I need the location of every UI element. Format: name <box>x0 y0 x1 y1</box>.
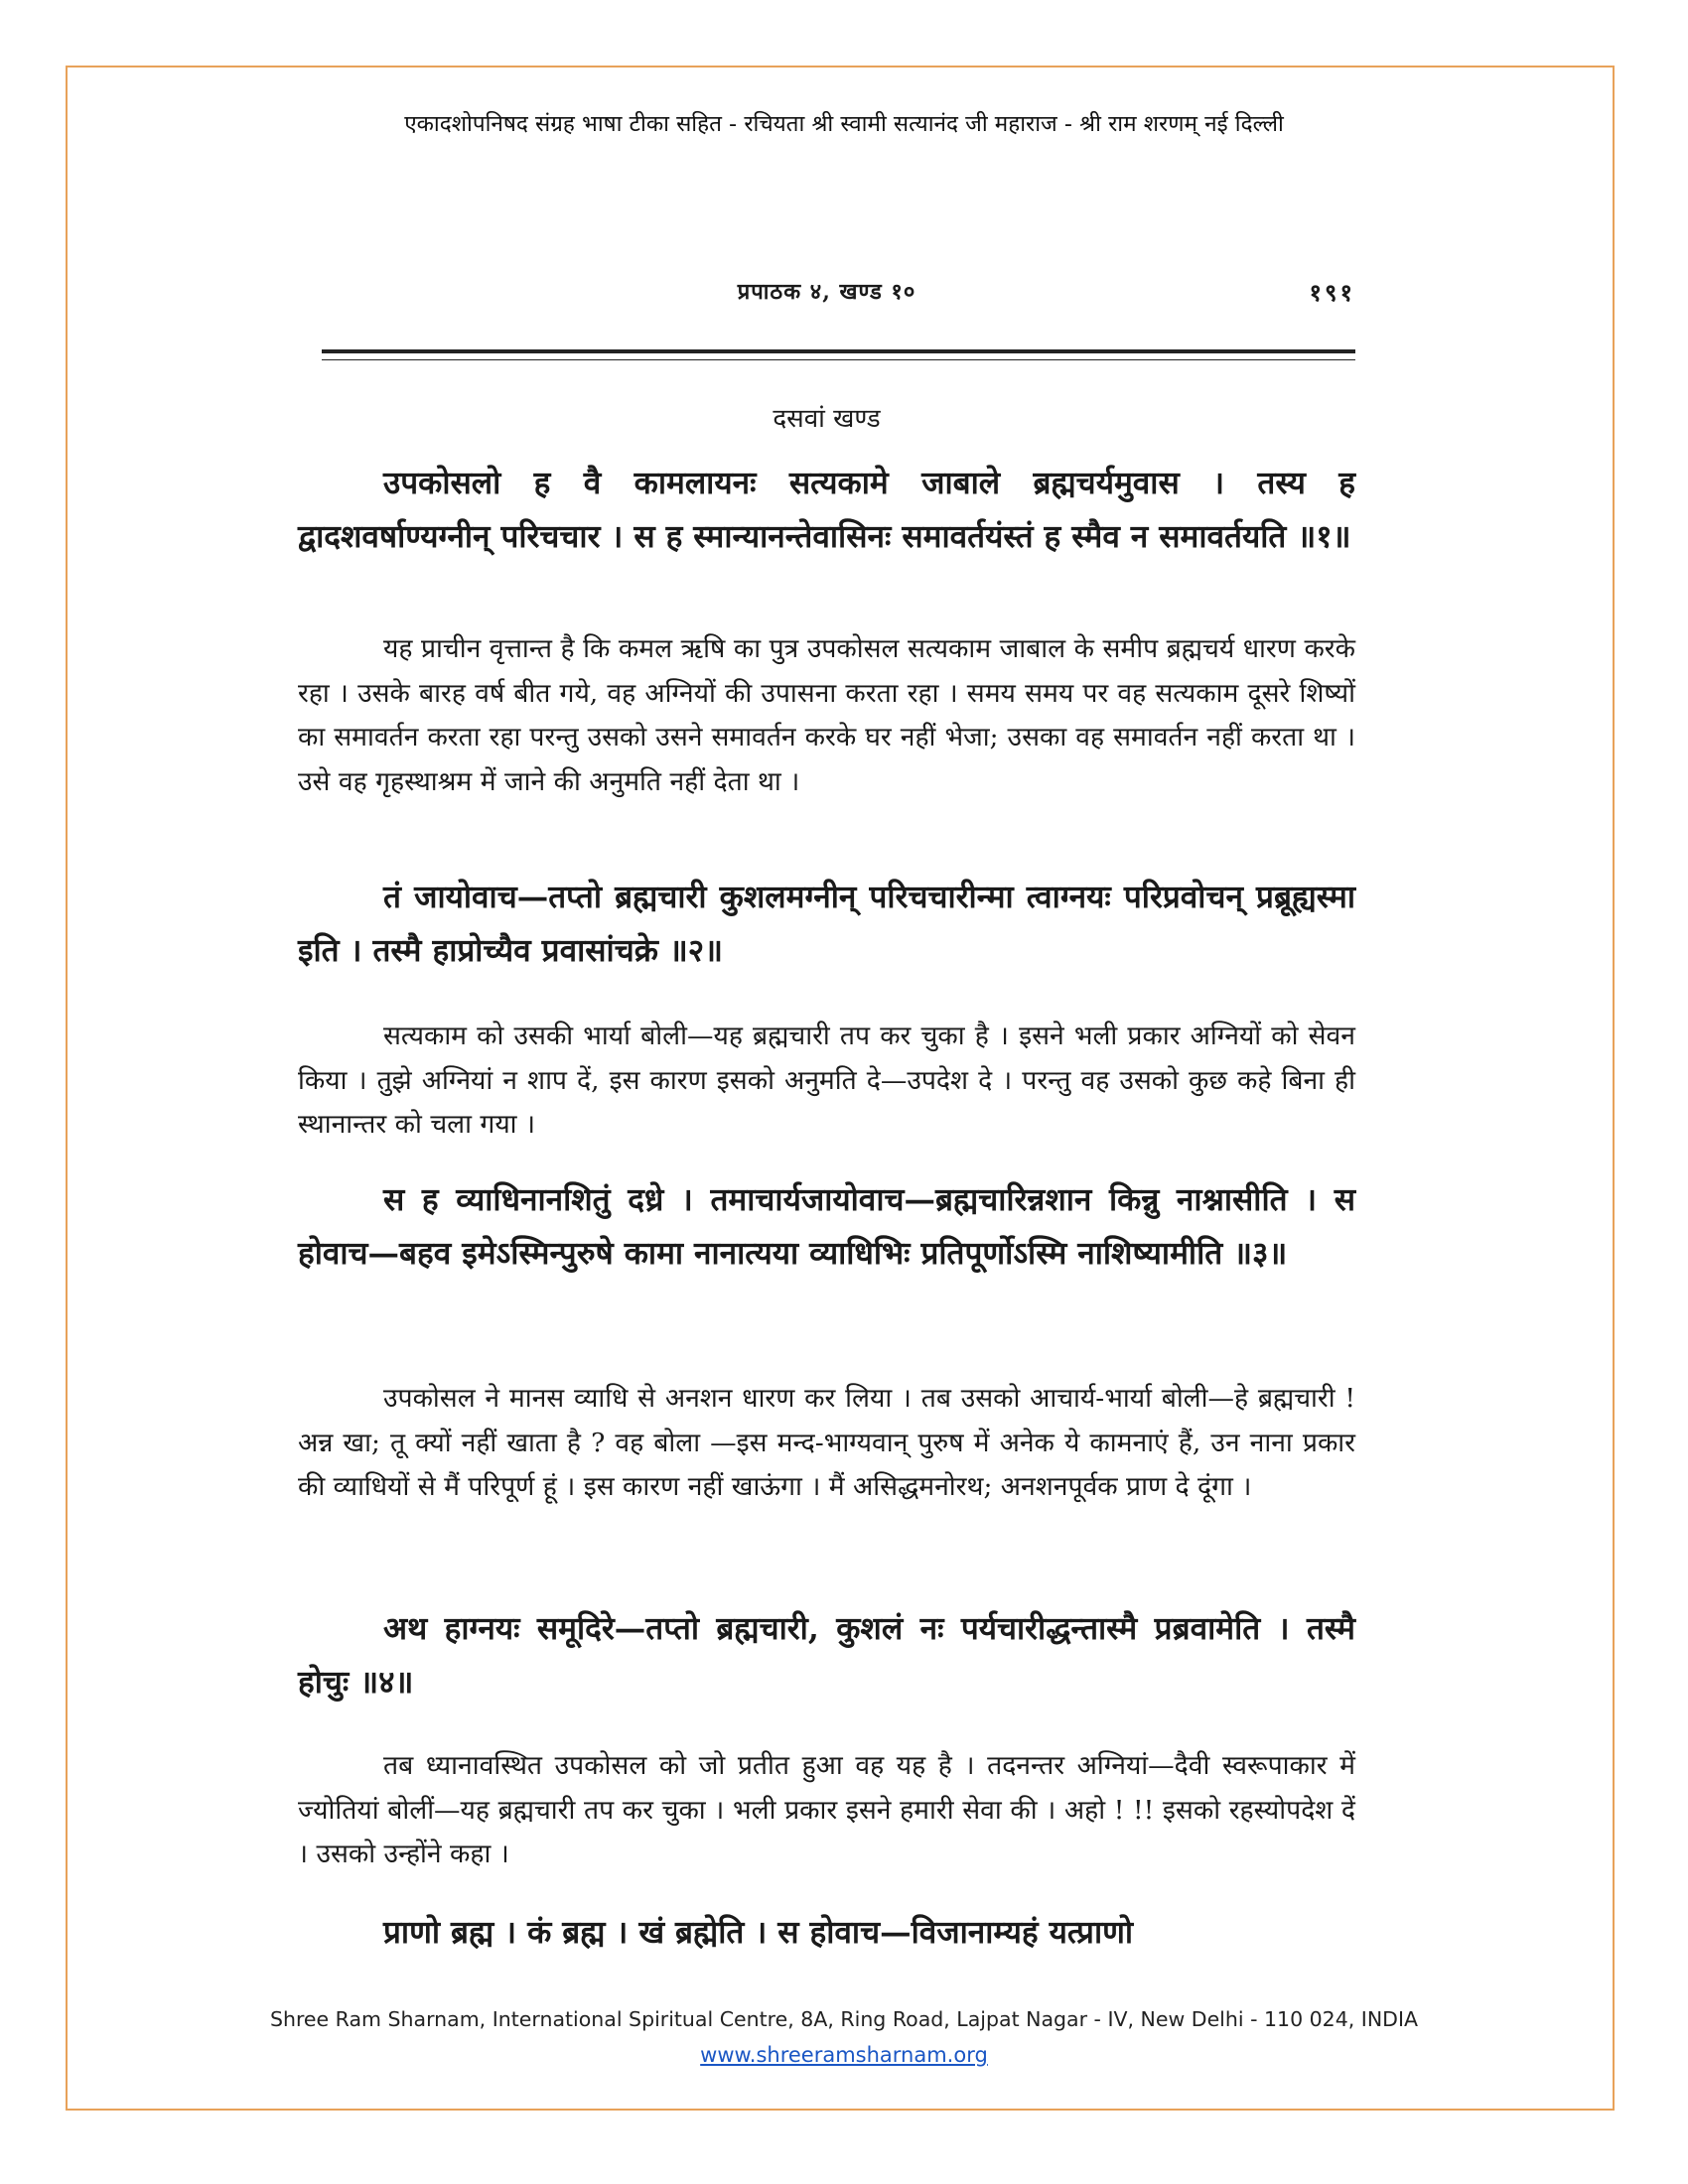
sanskrit-verse-5: प्राणो ब्रह्म । कं ब्रह्म । खं ब्रह्मेति । स होवाच—विजानाम्यहं यत्प्राणो <box>383 1914 1134 1951</box>
hindi-commentary-3: उपकोसल ने मानस व्याधि से अनशन धारण कर लिया । तब उसको आचार्य-भार्या बोली—हे ब्रह्मचारी ! अन्न खा; तू क्यों नहीं खाता है ? वह बोला —इस मन्द-भाग्यवान् पुरुष में अनेक ये कामनाएं हैं, उन नाना प्रकार की व्याधियों से मैं परिपूर्ण हूं । इस कारण नहीं खाऊंगा । मैं असिद्धमनोरथ; अनशनपूर्वक प्राण दे दूंगा । <box>298 1383 1355 1502</box>
running-head-title: प्रपाठक ४, खण्ड १० <box>737 279 916 305</box>
hindi-commentary-4: तब ध्यानावस्थित उपकोसल को जो प्रतीत हुआ वह यह है । तदनन्तर अग्नियां—दैवी स्वरूपाकार में ज्योतियां बोलीं—यह ब्रह्मचारी तप कर चुका । भली प्रकार इसने हमारी सेवा की । अहो ! !! इसको रहस्योपदेश दें । उसको उन्होंने कहा । <box>298 1750 1355 1869</box>
header-rule-thick <box>322 349 1355 353</box>
scanned-page <box>298 260 1355 1968</box>
hindi-commentary-1: यह प्राचीन वृत्तान्त है कि कमल ऋषि का पुत्र उपकोसल सत्यकाम जाबाल के समीप ब्रह्मचर्य धारण करके रहा । उसके बारह वर्ष बीत गये, वह अग्नियों की उपासना करता रहा । समय समय पर वह सत्यकाम दूसरे शिष्यों का समावर्तन करता रहा परन्तु उसको उसने समावर्तन करके घर नहीं भेजा; उसका वह समावर्तन नहीं करता था । उसे वह गृहस्थाश्रम में जाने की अनुमति नहीं देता था । <box>298 633 1355 797</box>
running-head <box>298 276 1355 310</box>
sanskrit-verse-2: तं जायोवाच—तप्तो ब्रह्मचारी कुशलमग्नीन् परिचचारीन्मा त्वाग्नयः परिप्रवोचन् प्रब्रूह्यस्मा इति । तस्मै हाप्रोच्यैव प्रवासांचक्रे ॥२॥ <box>298 879 1355 969</box>
hindi-commentary-2: सत्यकाम को उसकी भार्या बोली—यह ब्रह्मचारी तप कर चुका है । इसने भली प्रकार अग्नियों को सेवन किया । तुझे अग्नियां न शाप दें, इस कारण इसको अनुमति दे—उपदेश दे । परन्तु वह उसको कुछ कहे बिना ही स्थानान्तर को चला गया । <box>298 1021 1355 1140</box>
document-header: एकादशोपनिषद संग्रह भाषा टीका सहित - रचियता श्री स्वामी सत्यानंद जी महाराज - श्री राम शरणम् नई दिल्ली <box>404 111 1284 137</box>
sanskrit-verse-3: स ह व्याधिनानशितुं दध्रे । तमाचार्यजायोवाच—ब्रह्मचारिन्नशान किन्नु नाश्नासीति । स होवाच—बहव इमेऽस्मिन्पुरुषे कामा नानात्यया व्याधिभिः प्रतिपूर्णोऽस्मि नाशिष्यामीति ॥३॥ <box>298 1181 1355 1272</box>
sanskrit-verse-1: उपकोसलो ह वै कामलायनः सत्यकामे जाबाले ब्रह्मचर्यमुवास । तस्य ह द्वादशवर्षाण्यग्नीन् परिचचार । स ह स्मान्यानन्तेवासिनः समावर्तयंस्तं ह स्मैव न समावर्तयति ॥१॥ <box>298 465 1355 555</box>
footer-address: Shree Ram Sharnam, International Spiritual Centre, 8A, Ring Road, Lajpat Nagar - IV, New Delhi - 110 024, INDIA <box>269 2007 1419 2031</box>
website-link[interactable]: www.shreeramsharnam.org <box>700 2043 988 2067</box>
sanskrit-verse-4: अथ हाग्नयः समूदिरे—तप्तो ब्रह्मचारी, कुशलं नः पर्यचारीद्धन्तास्मै प्रब्रवामेति । तस्मै होचुः ॥४॥ <box>298 1610 1355 1701</box>
page-number: १९१ <box>1309 278 1355 307</box>
header-rule-thin <box>322 359 1355 360</box>
section-title: दसवां खण्ड <box>773 404 881 434</box>
